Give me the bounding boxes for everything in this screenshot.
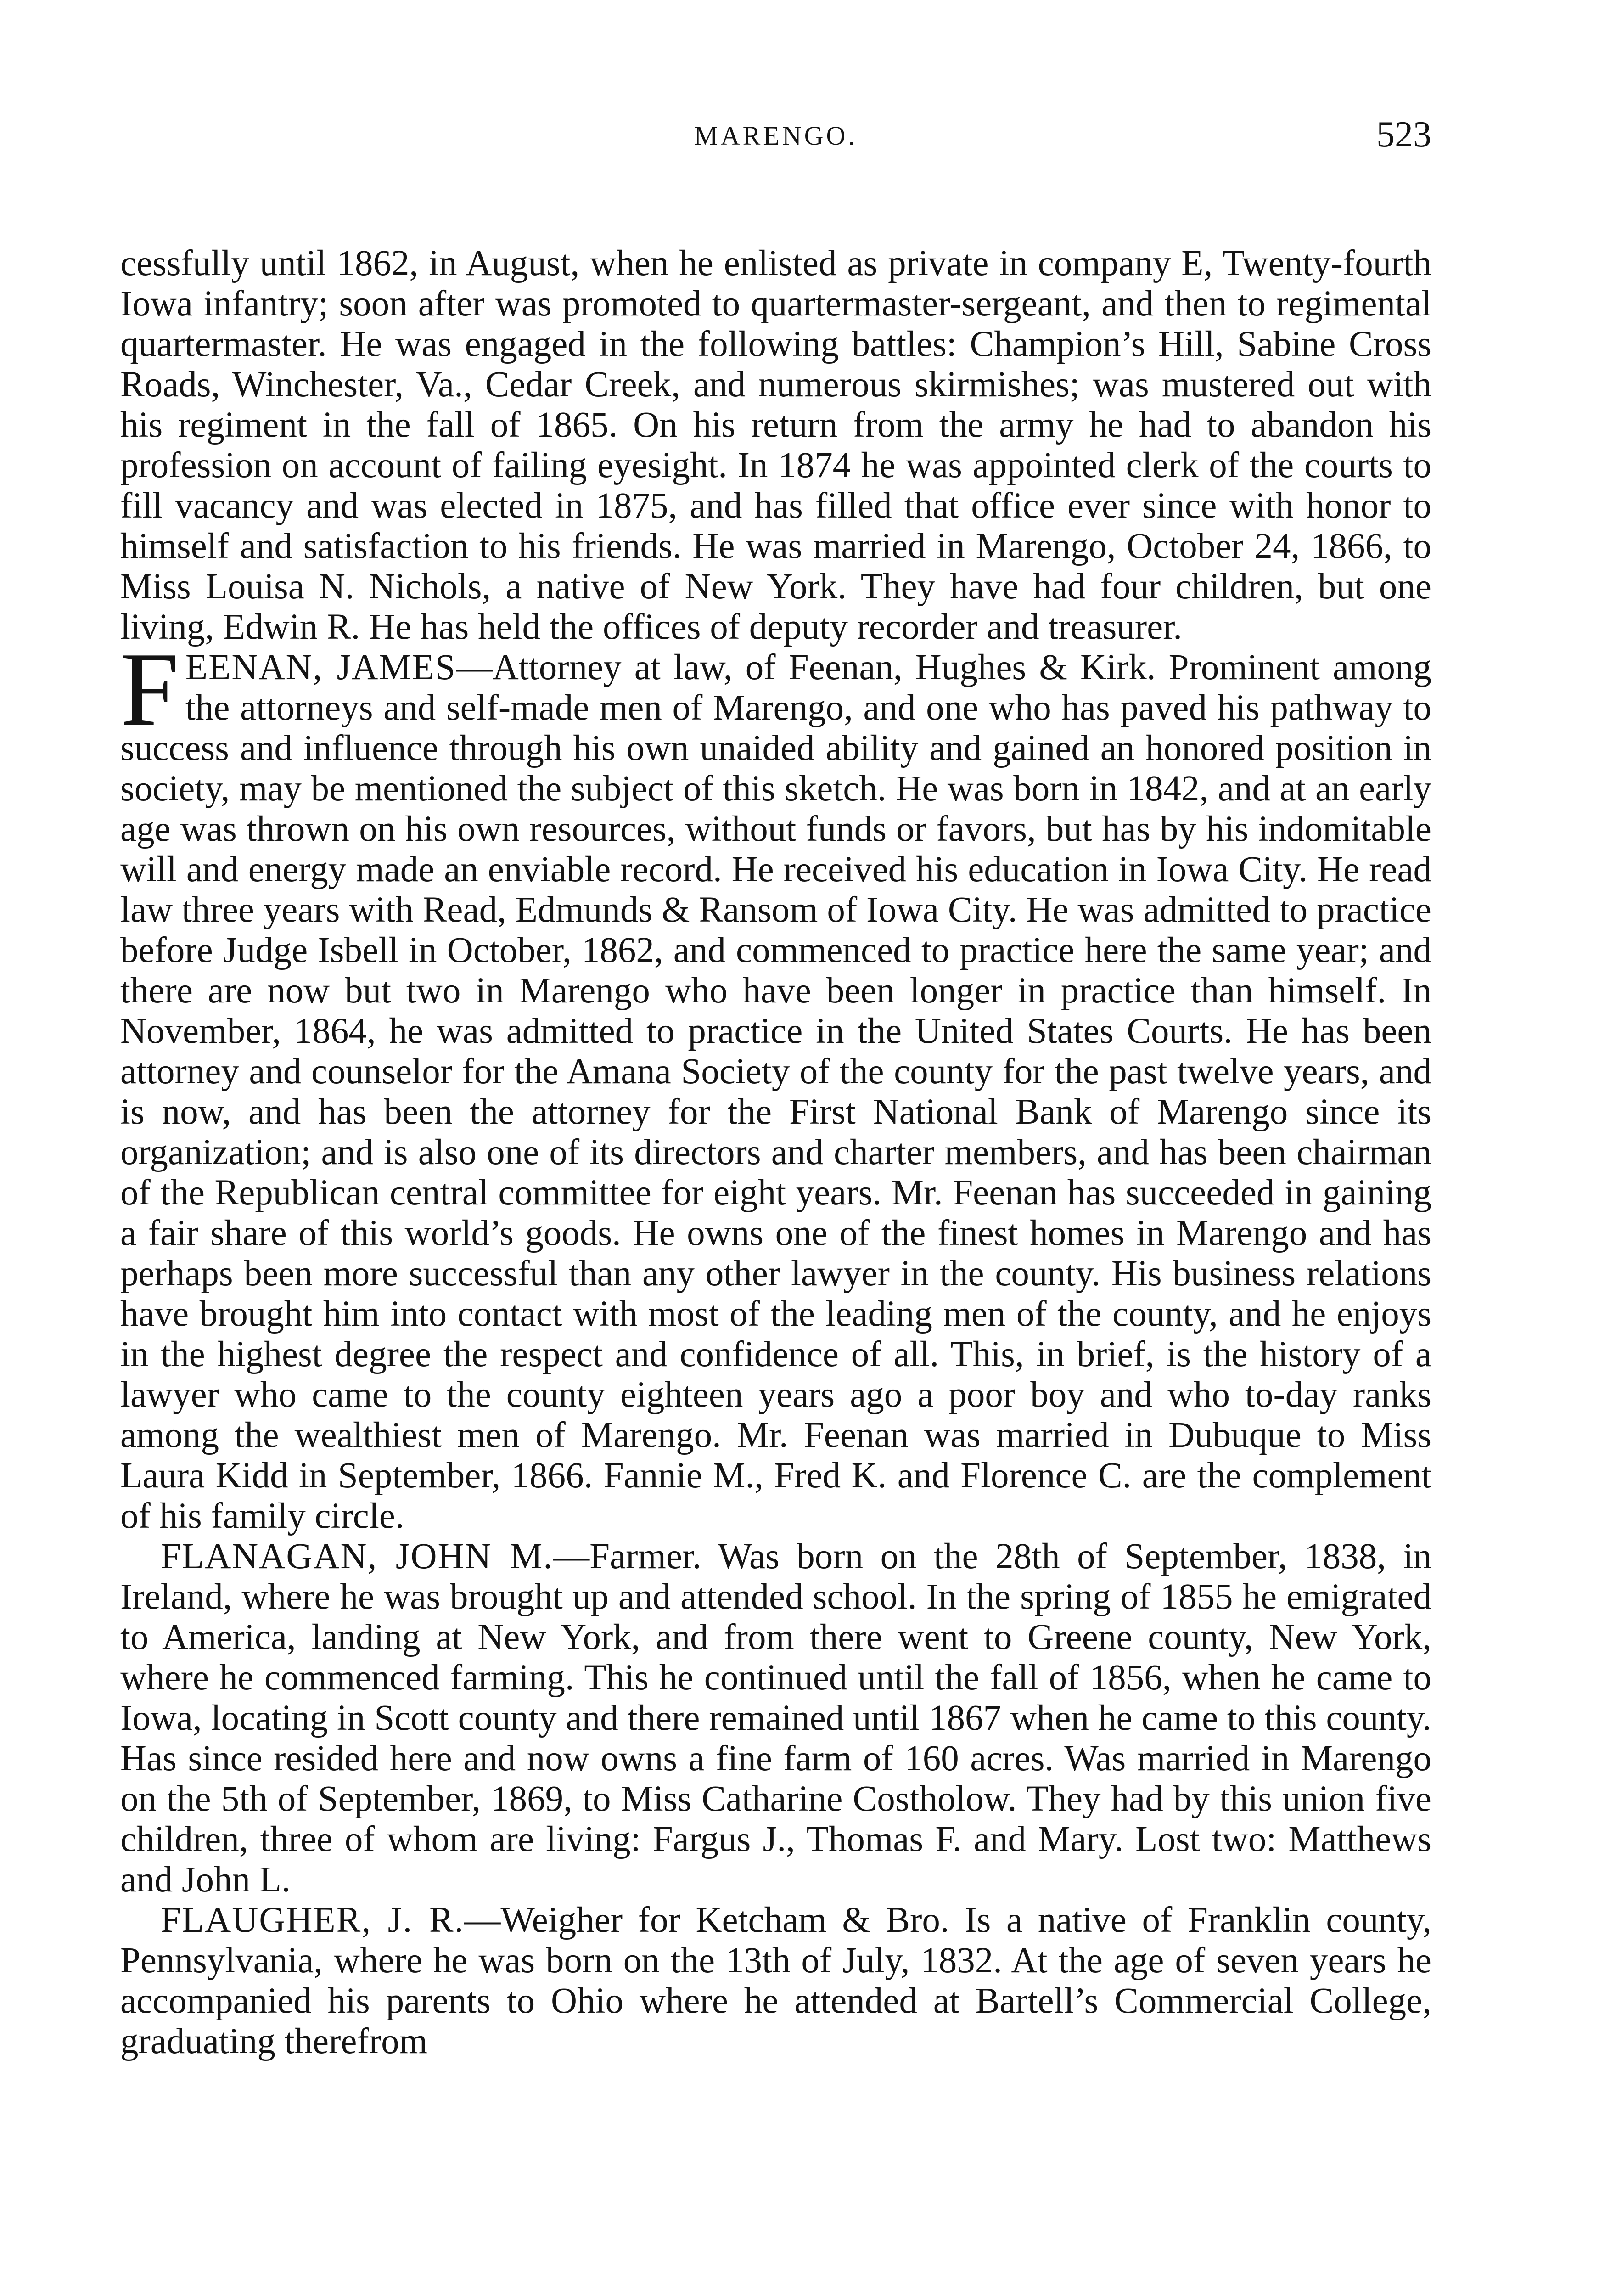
entry-flanagan xyxy=(120,1536,1431,1900)
drop-cap: F xyxy=(120,630,179,748)
entry-flaugher xyxy=(120,1900,1431,2062)
entry-name: EENAN, JAMES xyxy=(185,647,456,687)
continuation-paragraph: cessfully until 1862, in August, when he enlisted as private in company E, Twenty-fourth Iowa infantry; soon after was promoted to quartermaster-sergeant, and then to regimental quartermaster. He was engaged in the following battles: Champion’s Hill, Sabine Cross Roads, Winchester, Va., Cedar Creek, and numerous skirmishes; was mustered out with his regiment in the fall of 1865. On his return from the army he had to abandon his profession on account of failing eyesight. In 1874 he was appointed clerk of the courts to fill vacancy and was elected in 1875, and has filled that office ever since with honor to himself and satisfaction to his friends. He was married in Marengo, October 24, 1866, to Miss Louisa N. Nichols, a native of New York. They have had four children, but one living, Edwin R. He has held the offices of deputy recorder and treasurer. xyxy=(120,243,1431,647)
page-body xyxy=(120,243,1431,2062)
entry-feenan xyxy=(120,630,1432,1536)
page-header xyxy=(120,114,1431,171)
entry-name: FLANAGAN, JOHN M. xyxy=(161,1536,554,1576)
entry-body: —Attorney at law, of Feenan, Hughes & Kirk. Prominent among the attorneys and self-made men of Marengo, and one who has paved his pathway to success and influence through his own unaided ability and gained an honored position in society, may be mentioned the subject of this sketch. He was born in 1842, and at an early age was thrown on his own resources, without funds or favors, but has by his indomitable will and energy made an enviable record. He received his education in Iowa City. He read law three years with Read, Edmunds & Ransom of Iowa City. He was admitted to practice before Judge Isbell in October, 1862, and commenced to practice here the same year; and there are now but two in Marengo who have been longer in practice than himself. In November, 1864, he was admitted to practice in the United States Courts. He has been attorney and counselor for the Amana Society of the county for the past twelve years, and is now, and has been the attorney for the First National Bank of Marengo since its organization; and is also one of its directors and charter members, and has been chairman of the Republican central committee for eight years. Mr. Feenan has succeeded in gaining a fair share of this world’s goods. He owns one of the finest homes in Marengo and has perhaps been more successful than any other lawyer in the county. His business relations have brought him into contact with most of the leading men of the county, and he enjoys in the highest degree the respect and confidence of all. This, in brief, is the history of a lawyer who came to the county eighteen years ago a poor boy and who to-day ranks among the wealthiest men of Marengo. Mr. Feenan was married in Dubuque to Miss Laura Kidd in September, 1866. Fannie M., Fred K. and Florence C. are the complement of his family circle. xyxy=(120,647,1432,1536)
entry-body: —Farmer. Was born on the 28th of September, 1838, in Ireland, where he was brought up and attended school. In the spring of 1855 he emigrated to America, landing at New York, and from there went to Greene county, New York, where he commenced farming. This he continued until the fall of 1856, when he came to Iowa, locating in Scott county and there remained until 1867 when he came to this county. Has since resided here and now owns a fine farm of 160 acres. Was married in Marengo on the 5th of September, 1869, to Miss Catharine Costholow. They had by this union five children, three of whom are living: Fargus J., Thomas F. and Mary. Lost two: Matthews and John L. xyxy=(120,1536,1431,1900)
entry-body: —Weigher for Ketcham & Bro. Is a native of Franklin county, Pennsylvania, where he was born on the 13th of July, 1832. At the age of seven years he accompanied his parents to Ohio where he attended at Bartell’s Commercial College, graduating therefrom xyxy=(120,1900,1431,2061)
page-number: 523 xyxy=(1376,114,1431,155)
entry-name: FLAUGHER, J. R. xyxy=(161,1900,465,1940)
running-head: MARENGO. xyxy=(694,121,858,151)
